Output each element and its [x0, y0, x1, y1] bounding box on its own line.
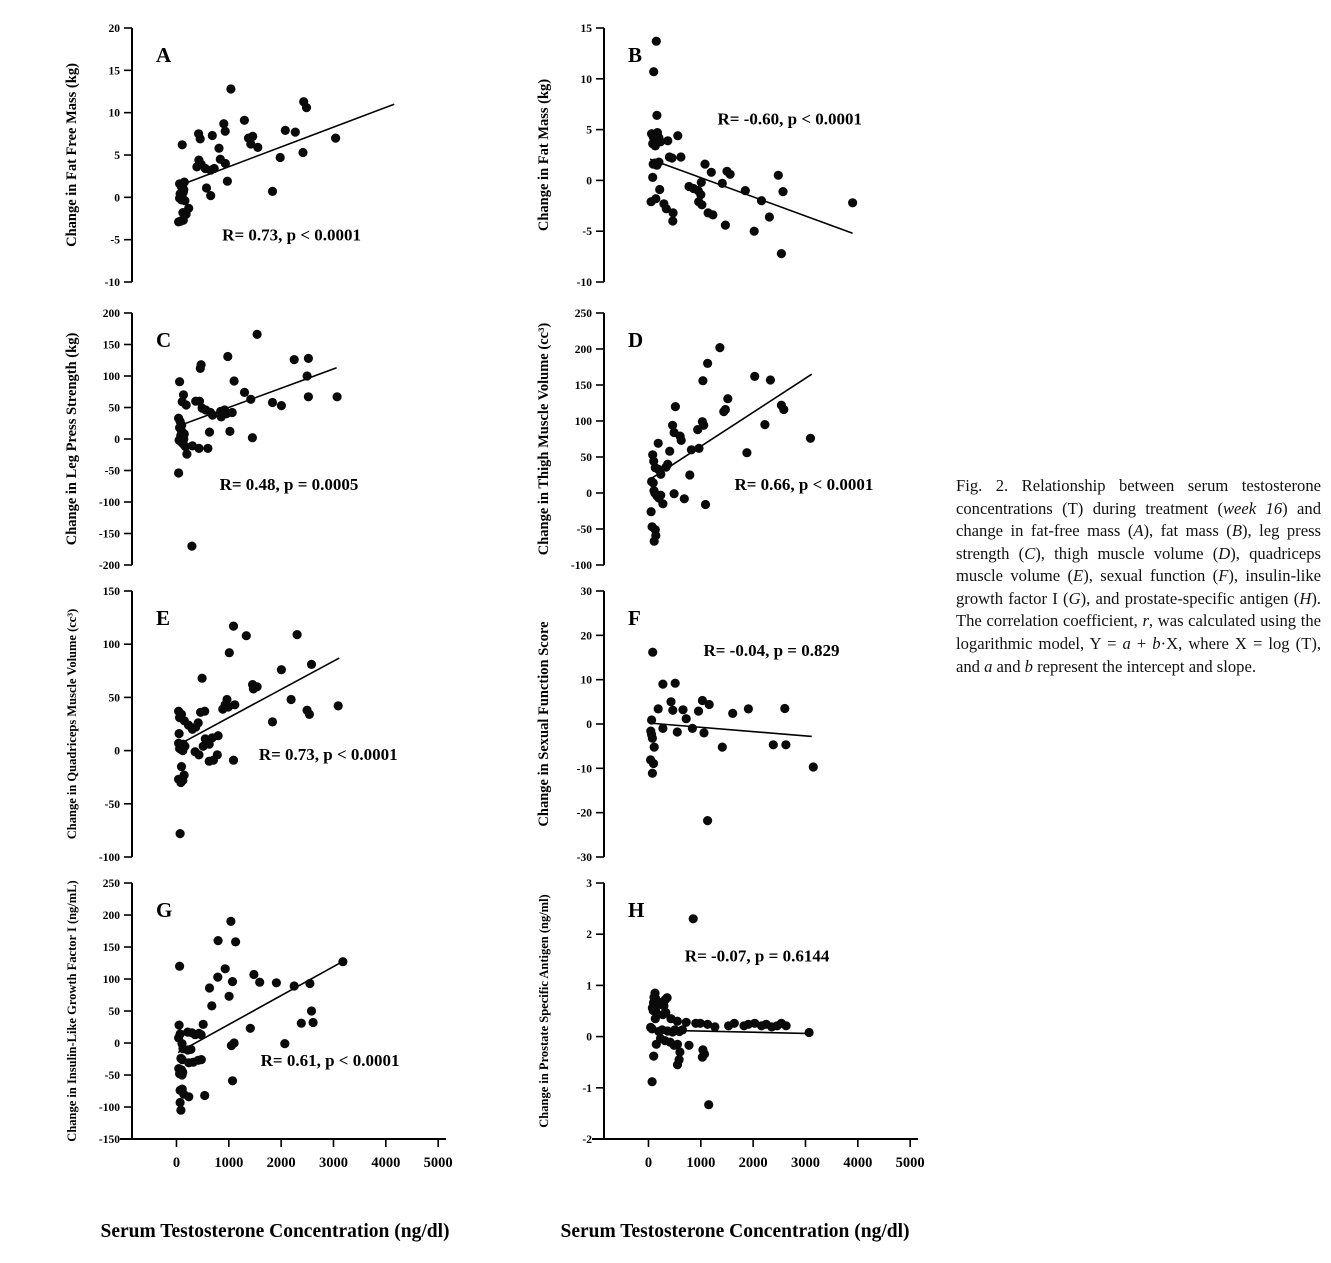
- panel-f-plot: [486, 575, 926, 865]
- figure-caption: [930, 297, 1331, 1207]
- y-tick-label: 150: [574, 380, 592, 392]
- panel-b-plot: [486, 12, 926, 295]
- caption-segment: r: [1142, 611, 1149, 631]
- data-points: [174, 917, 348, 1115]
- panel-d-plot: [486, 297, 926, 573]
- y-axis-label: Change in Leg Press Strength (kg): [64, 332, 80, 546]
- caption-segment: b: [1152, 633, 1161, 653]
- panel-letter: D: [628, 328, 644, 352]
- caption-segment: B: [1231, 521, 1242, 541]
- y-tick-label: 150: [102, 942, 120, 954]
- panel-letter: C: [156, 328, 172, 352]
- y-tick-label: -100: [98, 1102, 120, 1114]
- x-tick-label: 4000: [371, 1155, 401, 1171]
- scatter-panel-h: [480, 867, 930, 1207]
- y-tick-label: 0: [114, 745, 120, 758]
- y-tick-label: -200: [98, 560, 120, 572]
- y-axis-label: Change in Thigh Muscle Volume (cc³): [536, 322, 552, 556]
- y-tick-label: 50: [108, 692, 120, 705]
- y-tick-label: 100: [574, 416, 592, 428]
- panel-a-plot: [14, 12, 454, 295]
- y-tick-label: -5: [110, 234, 120, 247]
- y-tick-label: 10: [108, 107, 120, 120]
- scatter-panel-e: [0, 575, 480, 867]
- y-tick-label: -100: [570, 560, 592, 572]
- y-tick-label: 100: [102, 974, 120, 986]
- x-axis-title-right: Serum Testosterone Concentration (ng/dl): [560, 1221, 910, 1242]
- y-tick-label: -30: [576, 852, 592, 864]
- correlation-annotation: R= -0.60, p < 0.0001: [717, 109, 863, 129]
- caption-segment: represent the intercept and slope.: [1032, 656, 1256, 676]
- y-tick-label: 0: [586, 175, 592, 188]
- x-tick-label: 2000: [266, 1155, 296, 1171]
- y-tick-label: 15: [108, 65, 120, 78]
- data-points: [174, 330, 342, 551]
- caption-segment: ), leg press strength (: [956, 521, 1321, 563]
- y-tick-label: 50: [108, 1006, 120, 1018]
- caption-segment: ), quadriceps muscle volume (: [956, 543, 1321, 586]
- panel-letter: G: [156, 898, 173, 922]
- y-tick-label: -50: [104, 465, 120, 478]
- y-tick-label: 250: [574, 308, 592, 320]
- y-tick-label: -100: [98, 497, 120, 509]
- x-tick-label: 4000: [843, 1155, 873, 1171]
- caption-segment: b: [1024, 656, 1033, 676]
- y-tick-label: 0: [586, 1031, 592, 1044]
- x-tick-label: 0: [172, 1155, 181, 1171]
- y-tick-label: -5: [582, 226, 592, 239]
- y-tick-label: 2: [586, 929, 592, 942]
- scatter-panel-c: [0, 297, 480, 575]
- y-tick-label: 10: [580, 73, 592, 86]
- y-tick-label: 5: [586, 124, 592, 137]
- correlation-annotation: R= 0.61, p < 0.0001: [260, 1051, 400, 1071]
- y-tick-label: 5: [114, 150, 120, 162]
- y-tick-label: 15: [580, 23, 592, 35]
- y-tick-label: 0: [586, 719, 592, 731]
- x-tick-label: 3000: [790, 1155, 820, 1171]
- y-tick-label: 200: [574, 344, 592, 356]
- y-tick-label: -100: [98, 852, 120, 864]
- caption-segment: ·X, where X = log (T), and: [956, 633, 1322, 676]
- y-tick-label: 250: [102, 878, 120, 890]
- x-tick-label: 1000: [214, 1155, 244, 1171]
- regression-line: [650, 159, 853, 233]
- correlation-annotation: R= 0.73, p < 0.0001: [258, 745, 398, 765]
- y-tick-label: 0: [114, 192, 120, 205]
- y-tick-label: 0: [114, 1038, 120, 1050]
- caption-segment: ) and change in fat-free mass (: [956, 498, 1321, 541]
- caption-segment: ), insulin-like growth factor I (: [956, 566, 1321, 608]
- y-tick-label: 30: [580, 586, 592, 598]
- y-tick-label: -10: [576, 763, 592, 776]
- data-points: [647, 343, 816, 546]
- x-tick-label: 2000: [738, 1155, 768, 1171]
- x-tick-label: 3000: [318, 1155, 348, 1171]
- regression-line: [185, 658, 339, 741]
- caption-segment: ), fat mass (: [1143, 521, 1232, 541]
- panel-h-plot: [486, 867, 926, 1205]
- caption-segment: a: [984, 656, 993, 676]
- y-axis-label: Change in Fat Mass (kg): [536, 78, 552, 232]
- y-tick-label: 0: [586, 488, 592, 500]
- y-tick-label: 0: [114, 434, 120, 446]
- y-tick-label: 50: [580, 452, 592, 464]
- caption-segment: ), and prostate-specific antigen (: [1080, 588, 1300, 608]
- x-axis-title-left: Serum Testosterone Concentration (ng/dl): [100, 1221, 450, 1242]
- scatter-panel-g: [0, 867, 480, 1207]
- correlation-annotation: R= 0.73, p < 0.0001: [222, 225, 362, 245]
- y-axis-label: Change in Quadriceps Muscle Volume (cc³): [65, 608, 79, 840]
- x-tick-label: 5000: [423, 1155, 453, 1171]
- caption-segment: , was calculated using the logarithmic model, Y =: [956, 611, 1321, 653]
- y-axis-label: Change in Fat Free Mass (kg): [64, 63, 80, 247]
- correlation-annotation: R= -0.04, p = 0.829: [703, 641, 840, 661]
- panel-letter: F: [628, 606, 641, 630]
- y-tick-label: 1: [586, 980, 592, 993]
- y-tick-label: 100: [102, 371, 120, 383]
- panel-letter: E: [156, 606, 171, 630]
- caption-segment: E: [1073, 566, 1084, 586]
- scatter-panel-a: [0, 12, 480, 297]
- caption-segment: A: [1133, 521, 1144, 541]
- scatter-panel-d: [480, 297, 930, 575]
- y-axis-label: Change in Insulin-Like Growth Factor I (ng/mL): [65, 880, 79, 1142]
- panel-g-plot: [14, 867, 454, 1205]
- correlation-annotation: R= 0.66, p < 0.0001: [734, 475, 874, 495]
- y-tick-label: -150: [98, 528, 120, 541]
- y-tick-label: -10: [576, 277, 592, 289]
- y-tick-label: -2: [582, 1134, 592, 1146]
- y-tick-label: 50: [108, 402, 120, 415]
- y-tick-label: -50: [576, 524, 592, 536]
- caption-segment: H: [1299, 588, 1312, 608]
- panel-c-plot: [14, 297, 454, 573]
- scatter-panel-b: [480, 12, 930, 297]
- caption-segment: G: [1068, 588, 1081, 608]
- caption-segment: ). The correlation coefficient,: [956, 588, 1321, 631]
- y-tick-label: -150: [98, 1134, 120, 1146]
- caption-segment: ), thigh muscle volume (: [1035, 543, 1219, 563]
- correlation-annotation: R= 0.48, p = 0.0005: [219, 475, 359, 495]
- x-tick-label: 5000: [895, 1155, 925, 1171]
- caption-segment: D: [1218, 543, 1231, 563]
- panel-e-plot: [14, 575, 454, 865]
- caption-segment: week 16: [1222, 498, 1283, 518]
- caption-segment: C: [1024, 543, 1036, 563]
- data-points: [647, 37, 858, 259]
- y-tick-label: -20: [576, 807, 592, 820]
- data-points: [646, 648, 818, 826]
- y-tick-label: 20: [108, 23, 120, 35]
- y-axis-label: Change in Sexual Function Score: [536, 621, 552, 827]
- y-tick-label: 200: [102, 910, 120, 922]
- caption-segment: a: [1122, 633, 1131, 653]
- y-tick-label: 150: [102, 586, 120, 598]
- panel-letter: B: [628, 43, 643, 67]
- y-tick-label: 10: [580, 674, 592, 687]
- caption-segment: F: [1218, 566, 1229, 586]
- panel-letter: A: [156, 43, 172, 67]
- x-tick-label: 1000: [686, 1155, 716, 1171]
- correlation-annotation: R= -0.07, p = 0.6144: [684, 946, 830, 966]
- y-tick-label: 200: [102, 308, 120, 320]
- y-tick-label: -1: [582, 1082, 592, 1095]
- y-tick-label: -50: [104, 798, 120, 811]
- data-points: [646, 914, 814, 1109]
- caption-segment: Fig. 2. Relationship between serum testosterone concentrations (T) during treatment (: [956, 476, 1321, 518]
- y-tick-label: 150: [102, 339, 120, 352]
- y-tick-label: 100: [102, 639, 120, 652]
- y-tick-label: -50: [104, 1070, 120, 1082]
- y-axis-label: Change in Prostate Specific Antigen (ng/ml): [537, 894, 551, 1128]
- y-tick-label: 3: [586, 878, 592, 890]
- caption-segment: and: [992, 656, 1025, 676]
- y-tick-label: -10: [104, 277, 120, 289]
- data-points: [174, 622, 343, 839]
- caption-segment: ), sexual function (: [1083, 566, 1219, 586]
- scatter-panel-f: [480, 575, 930, 867]
- panel-letter: H: [628, 898, 645, 922]
- y-tick-label: 20: [580, 630, 592, 643]
- caption-segment: +: [1130, 633, 1153, 653]
- x-tick-label: 0: [644, 1155, 653, 1171]
